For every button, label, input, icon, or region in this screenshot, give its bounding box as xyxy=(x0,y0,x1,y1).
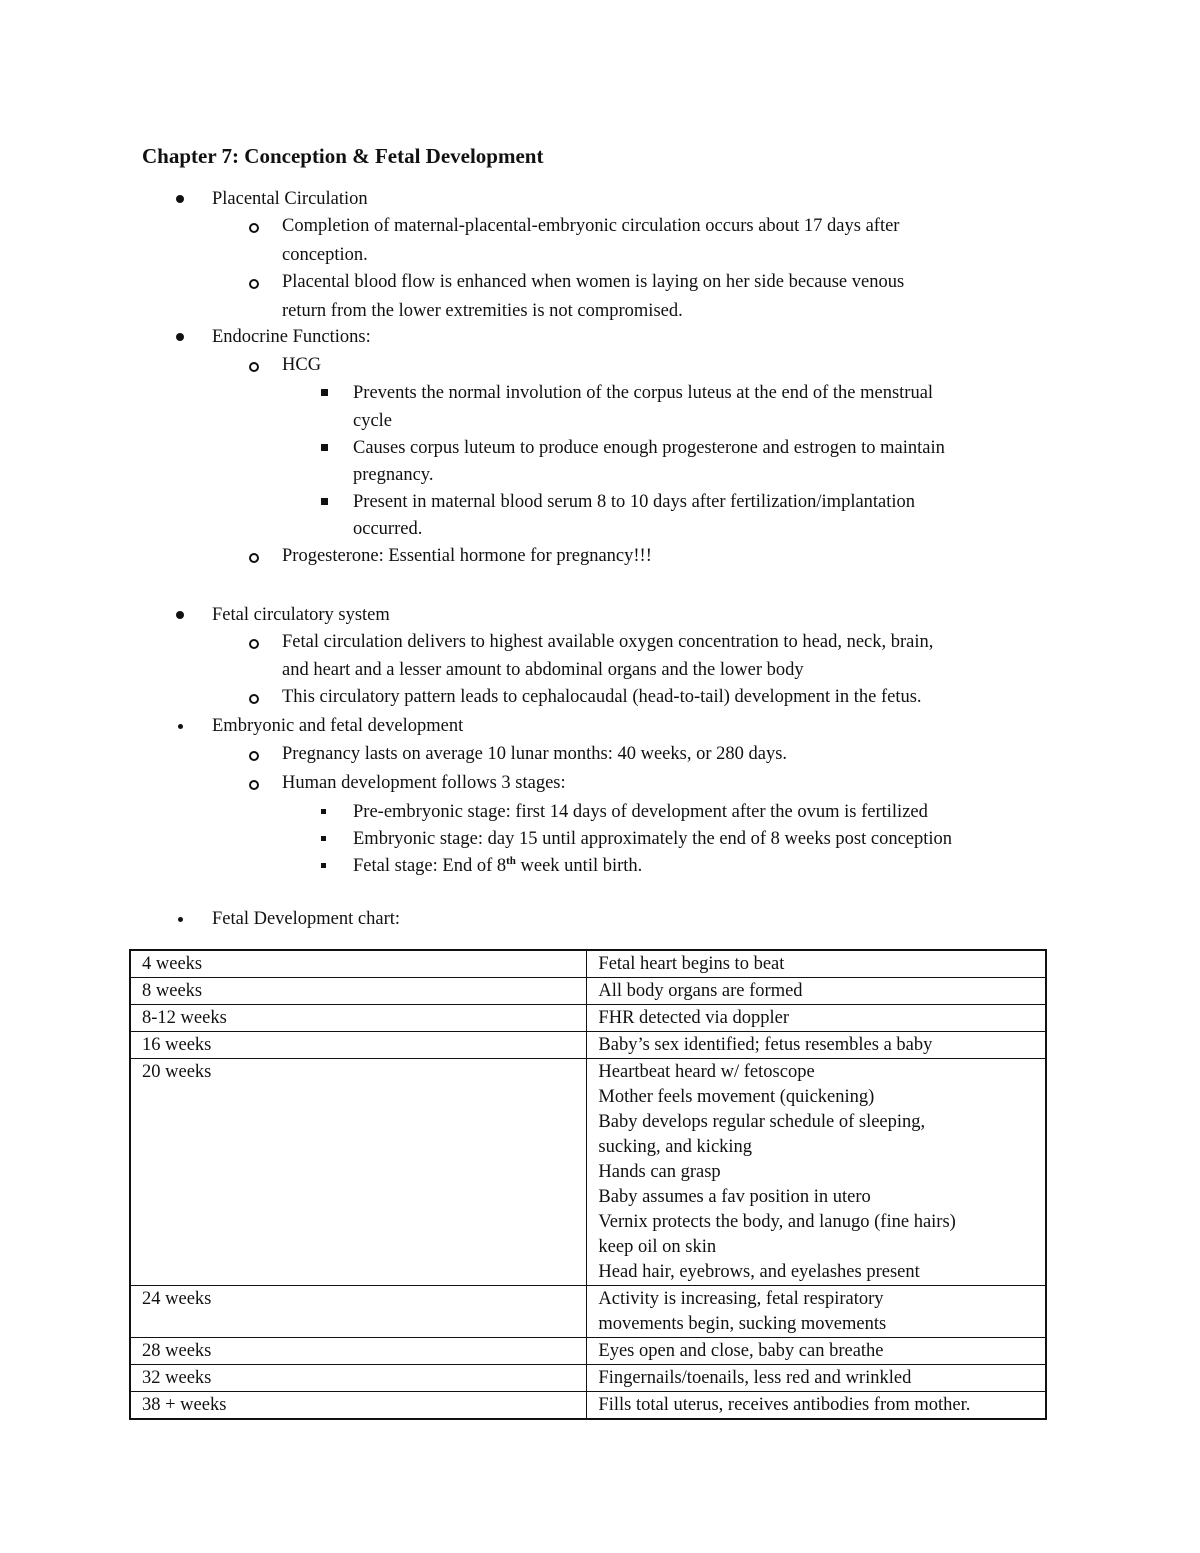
bullet-dot xyxy=(178,724,183,729)
week-cell: 16 weeks xyxy=(130,1032,587,1059)
milestone-cell xyxy=(587,1338,1046,1365)
bullet-square xyxy=(321,389,328,396)
placental-item-1-line-2: conception. xyxy=(282,245,368,265)
milestone-cell xyxy=(587,1365,1046,1392)
bullet-ring xyxy=(249,751,259,761)
milestone-line: Fills total uterus, receives antibodies from mother. xyxy=(598,1395,971,1415)
hcg-item-2-line-1: Causes corpus luteum to produce enough progesterone and estrogen to maintain xyxy=(353,438,945,458)
milestone-line: Hands can grasp xyxy=(598,1162,721,1182)
section-heading-endocrine: Endocrine Functions: xyxy=(212,327,371,347)
table-row xyxy=(130,1032,1046,1059)
bullet-disc xyxy=(176,333,184,341)
placental-item-2-line-1: Placental blood flow is enhanced when women is laying on her side because venous xyxy=(282,272,905,292)
hcg-item-3-line-2: occurred. xyxy=(353,519,423,539)
week-cell: 20 weeks xyxy=(130,1059,587,1286)
fetal-circ-item-2: This circulatory pattern leads to cephalocaudal (head-to-tail) development in the fetus. xyxy=(282,687,922,707)
stage-3-text: Fetal stage: End of 8 xyxy=(353,856,507,876)
bullet-ring xyxy=(249,362,259,372)
table-row xyxy=(130,1338,1046,1365)
bullet-ring xyxy=(249,780,259,790)
milestone-line: Heartbeat heard w/ fetoscope xyxy=(598,1062,815,1082)
milestone-line: Fetal heart begins to beat xyxy=(598,954,785,974)
bullet-small-square xyxy=(321,863,326,868)
hcg-item-3-line-1: Present in maternal blood serum 8 to 10 days after fertilization/implantation xyxy=(353,492,916,512)
hcg-item-1-line-2: cycle xyxy=(353,411,393,431)
bullet-small-square xyxy=(321,809,326,814)
milestone-cell xyxy=(587,1059,1046,1286)
bullet-ring xyxy=(249,694,259,704)
week-cell: 38 + weeks xyxy=(130,1392,587,1420)
bullet-ring xyxy=(249,639,259,649)
bullet-square xyxy=(321,444,328,451)
progesterone-item: Progesterone: Essential hormone for pregnancy!!! xyxy=(282,546,652,566)
milestone-line: Baby assumes a fav position in utero xyxy=(598,1187,871,1207)
milestone-line: movements begin, sucking movements xyxy=(598,1314,887,1334)
stage-2: Embryonic stage: day 15 until approximately the end of 8 weeks post conception xyxy=(353,829,953,849)
milestone-line: Vernix protects the body, and lanugo (fine hairs) xyxy=(598,1212,956,1232)
stage-1: Pre-embryonic stage: first 14 days of development after the ovum is fertilized xyxy=(353,802,928,822)
week-cell: 8 weeks xyxy=(130,978,587,1005)
stage-3 xyxy=(353,853,642,880)
milestone-line: Baby’s sex identified; fetus resembles a baby xyxy=(598,1035,933,1055)
table-row xyxy=(130,1392,1046,1420)
bullet-small-square xyxy=(321,836,326,841)
table-body xyxy=(130,950,1046,1419)
placental-item-1-line-1: Completion of maternal-placental-embryonic circulation occurs about 17 days after xyxy=(282,216,900,236)
milestone-line: All body organs are formed xyxy=(598,981,803,1001)
milestone-cell xyxy=(587,1392,1046,1420)
bullet-disc xyxy=(176,195,184,203)
bullet-ring xyxy=(249,223,259,233)
milestone-cell xyxy=(587,1032,1046,1059)
development-item-2: Human development follows 3 stages: xyxy=(282,773,566,793)
hcg-heading: HCG xyxy=(282,355,322,375)
milestone-cell xyxy=(587,950,1046,978)
milestone-line: Mother feels movement (quickening) xyxy=(598,1087,875,1107)
week-cell: 32 weeks xyxy=(130,1365,587,1392)
table-row xyxy=(130,1005,1046,1032)
table-row xyxy=(130,1059,1046,1286)
milestone-line: FHR detected via doppler xyxy=(598,1008,790,1028)
week-cell: 8-12 weeks xyxy=(130,1005,587,1032)
milestone-line: keep oil on skin xyxy=(598,1237,717,1257)
milestone-cell xyxy=(587,1005,1046,1032)
stage-3-text-end: week until birth. xyxy=(515,856,643,876)
table-row xyxy=(130,978,1046,1005)
week-cell: 28 weeks xyxy=(130,1338,587,1365)
bullet-dot xyxy=(178,917,183,922)
hcg-item-2-line-2: pregnancy. xyxy=(353,465,434,485)
page-title: Chapter 7: Conception & Fetal Development xyxy=(142,144,544,168)
bullet-ring xyxy=(249,279,259,289)
table-row xyxy=(130,1286,1046,1338)
section-heading-fetal-circulatory: Fetal circulatory system xyxy=(212,605,390,625)
placental-item-2-line-2: return from the lower extremities is not compromised. xyxy=(282,301,683,321)
fetal-circ-item-1-line-2: and heart and a lesser amount to abdominal organs and the lower body xyxy=(282,660,804,680)
milestone-line: sucking, and kicking xyxy=(598,1137,753,1157)
bullet-disc xyxy=(176,611,184,619)
stage-3-superscript: th xyxy=(506,855,516,867)
bullet-ring xyxy=(249,553,259,563)
section-heading-placental: Placental Circulation xyxy=(212,189,368,209)
fetal-development-table xyxy=(129,949,1047,1420)
fetal-circ-item-1-line-1: Fetal circulation delivers to highest available oxygen concentration to head, neck, brain, xyxy=(282,632,934,652)
milestone-cell xyxy=(587,1286,1046,1338)
table-row xyxy=(130,1365,1046,1392)
chart-heading: Fetal Development chart: xyxy=(212,909,401,929)
hcg-item-1-line-1: Prevents the normal involution of the corpus luteus at the end of the menstrual xyxy=(353,383,934,403)
week-cell: 24 weeks xyxy=(130,1286,587,1338)
milestone-line: Eyes open and close, baby can breathe xyxy=(598,1341,884,1361)
bullet-square xyxy=(321,498,328,505)
milestone-line: Fingernails/toenails, less red and wrinkled xyxy=(598,1368,912,1388)
milestone-line: Head hair, eyebrows, and eyelashes present xyxy=(598,1262,920,1282)
milestone-cell xyxy=(587,978,1046,1005)
milestone-line: Activity is increasing, fetal respiratory xyxy=(598,1289,884,1309)
section-heading-development: Embryonic and fetal development xyxy=(212,716,464,736)
table-row xyxy=(130,950,1046,978)
week-cell: 4 weeks xyxy=(130,950,587,978)
milestone-line: Baby develops regular schedule of sleeping, xyxy=(598,1112,926,1132)
development-item-1: Pregnancy lasts on average 10 lunar months: 40 weeks, or 280 days. xyxy=(282,744,788,764)
